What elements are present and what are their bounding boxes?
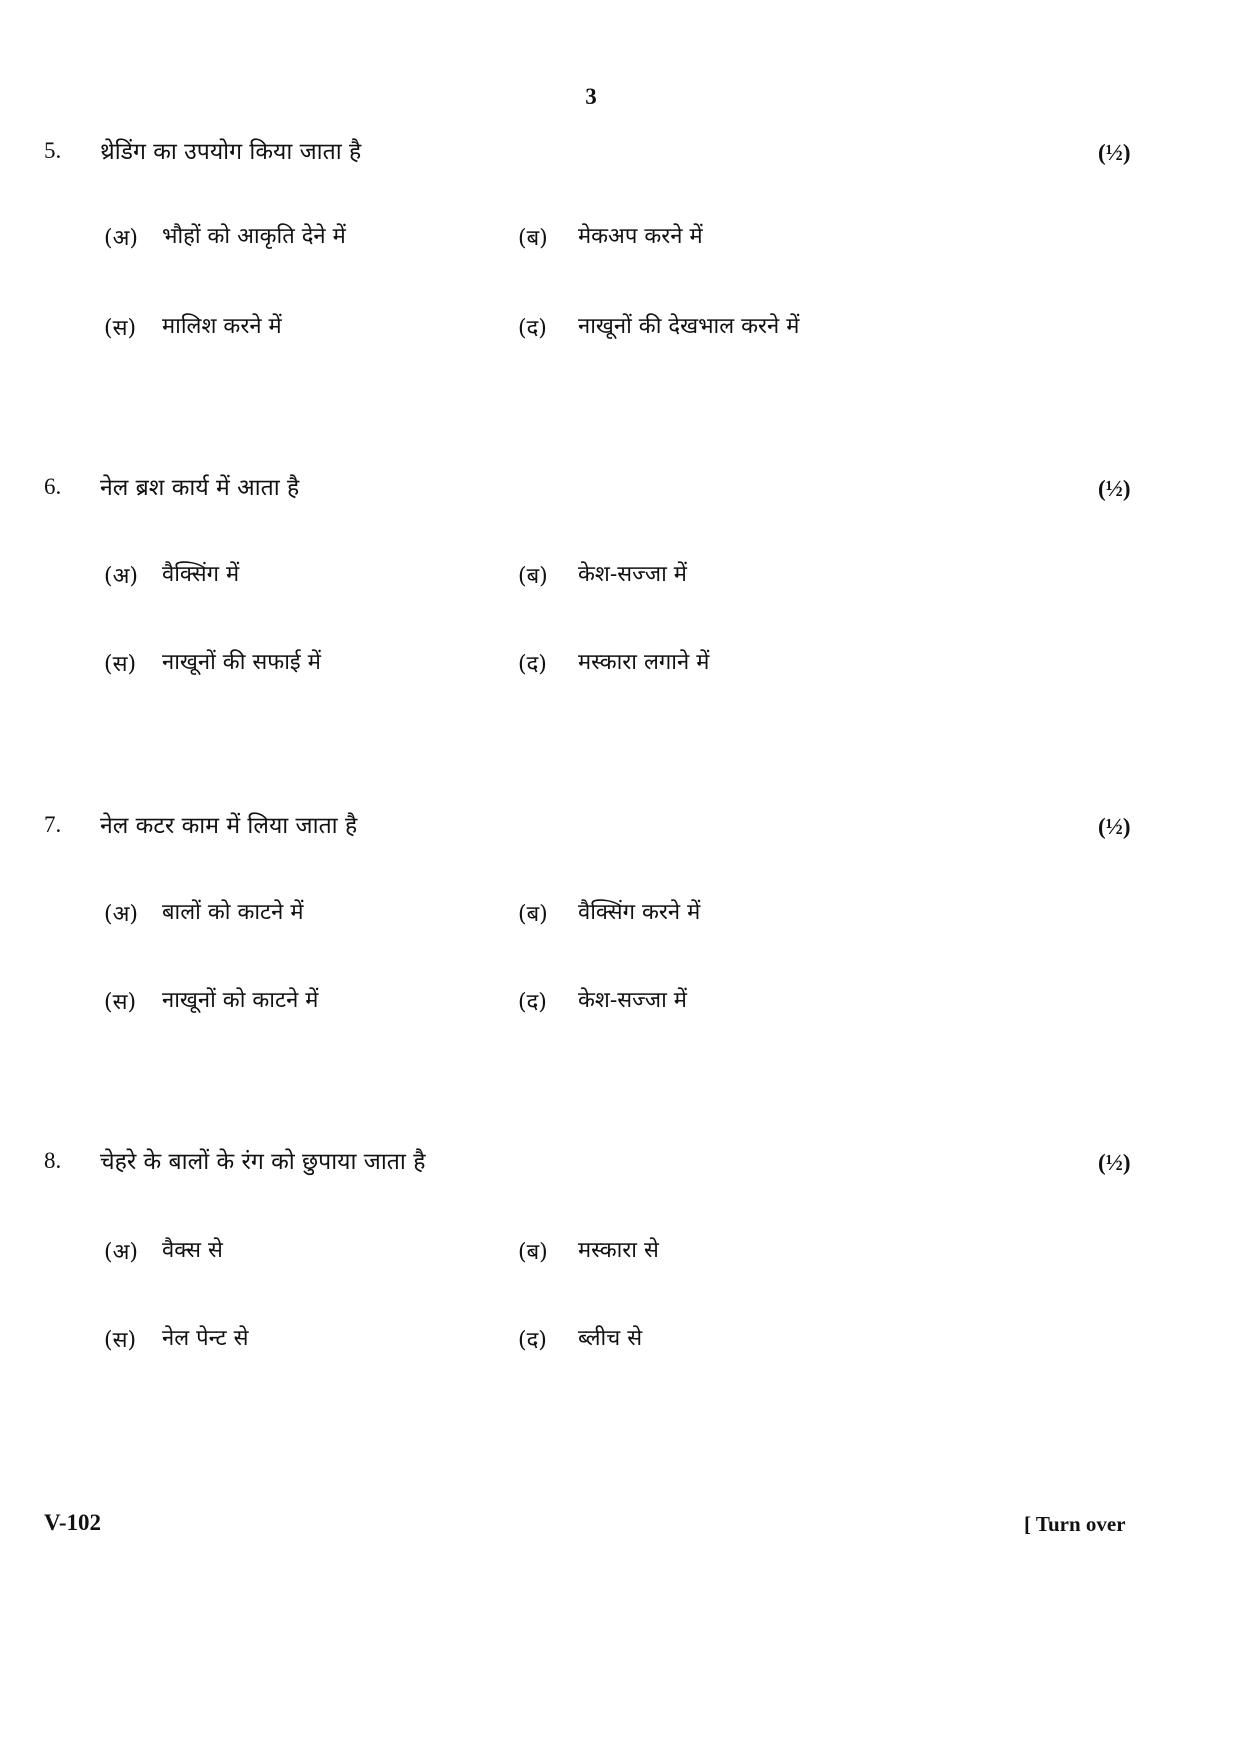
option-label-a: (अ) <box>104 1240 138 1265</box>
option-text-b: मेकअप करने में <box>578 224 703 249</box>
option-label-c: (स) <box>104 990 137 1015</box>
question-marks: (½) <box>1098 814 1131 839</box>
option-text-a: बालों को काटने में <box>162 900 304 925</box>
option-text-a: वैक्सिंग में <box>162 562 240 587</box>
question-marks: (½) <box>1098 1150 1131 1175</box>
option-label-b: (ब) <box>518 564 548 589</box>
option-label-d: (द) <box>518 316 547 341</box>
question-number: 5. <box>44 138 62 163</box>
question-number: 6. <box>44 474 62 499</box>
option-text-b: वैक्सिंग करने में <box>578 900 701 925</box>
question-number: 8. <box>44 1148 62 1173</box>
option-label-c: (स) <box>104 652 137 677</box>
option-label-a: (अ) <box>104 564 138 589</box>
option-text-b: मस्कारा से <box>578 1238 659 1263</box>
option-label-b: (ब) <box>518 902 548 927</box>
question-number: 7. <box>44 812 62 837</box>
page-number: 3 <box>585 84 597 109</box>
question-marks: (½) <box>1098 140 1131 165</box>
option-label-c: (स) <box>104 1328 137 1353</box>
option-text-c: नेल पेन्ट से <box>162 1326 249 1351</box>
option-text-d: केश-सज्जा में <box>578 988 687 1013</box>
question-text: नेल कटर काम में लिया जाता है <box>100 813 358 839</box>
option-label-c: (स) <box>104 316 137 341</box>
option-text-d: ब्लीच से <box>578 1326 643 1351</box>
paper-code: V-102 <box>44 1510 102 1535</box>
turn-over-note: [ Turn over <box>1024 1512 1126 1536</box>
option-text-a: वैक्स से <box>162 1238 223 1263</box>
option-label-a: (अ) <box>104 902 138 927</box>
option-label-d: (द) <box>518 990 547 1015</box>
question-text: नेल ब्रश कार्य में आता है <box>100 475 300 501</box>
option-text-c: नाखूनों की सफाई में <box>162 650 321 675</box>
option-text-c: मालिश करने में <box>162 314 282 339</box>
question-text: थ्रेडिंग का उपयोग किया जाता है <box>100 139 362 165</box>
question-marks: (½) <box>1098 476 1131 501</box>
option-label-a: (अ) <box>104 226 138 251</box>
option-label-b: (ब) <box>518 1240 548 1265</box>
option-text-c: नाखूनों को काटने में <box>162 988 319 1013</box>
option-text-a: भौहों को आकृति देने में <box>162 224 346 249</box>
option-label-d: (द) <box>518 652 547 677</box>
option-text-d: मस्कारा लगाने में <box>578 650 710 675</box>
option-label-d: (द) <box>518 1328 547 1353</box>
option-label-b: (ब) <box>518 226 548 251</box>
question-text: चेहरे के बालों के रंग को छुपाया जाता है <box>100 1149 426 1175</box>
option-text-b: केश-सज्जा में <box>578 562 687 587</box>
option-text-d: नाखूनों की देखभाल करने में <box>578 314 800 339</box>
